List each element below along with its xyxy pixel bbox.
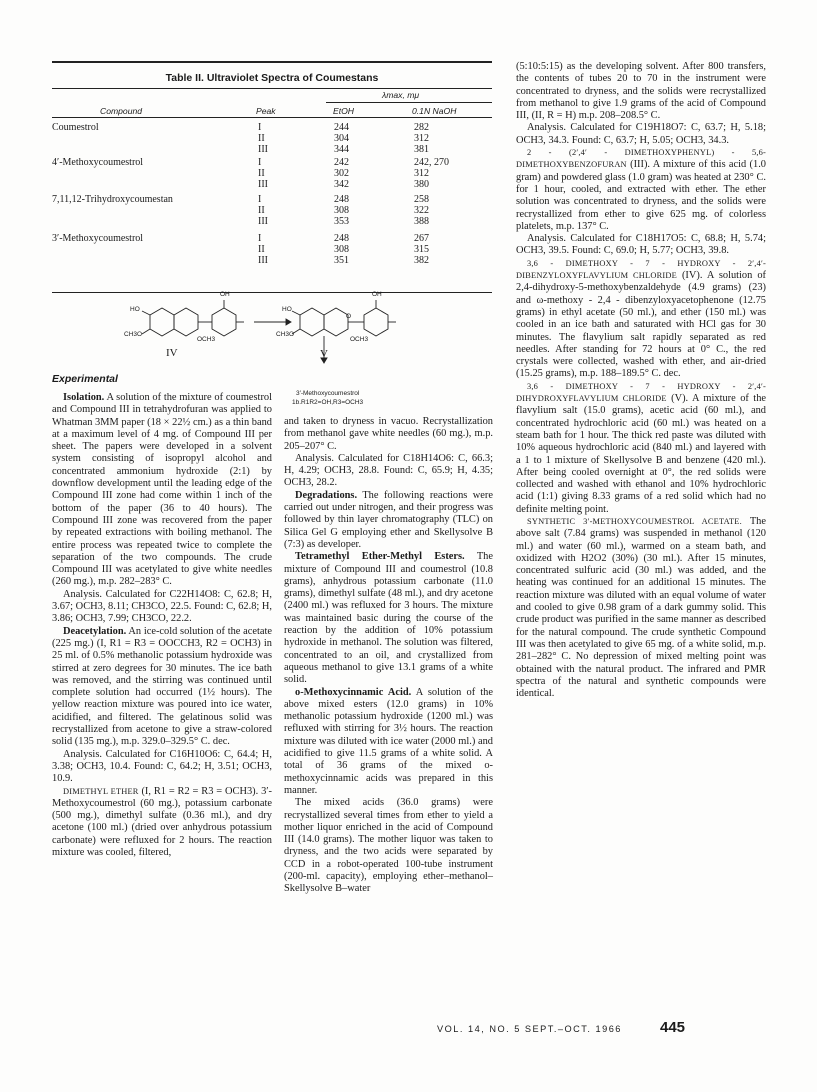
atom-label-oh-iv: OH [220,291,230,298]
paragraph-heading: Deacetylation. [63,625,127,637]
compound-label-v: V [320,348,328,360]
atom-label-ho-iv: HO [130,306,140,313]
table-top-rule [52,61,492,63]
table-compound-name: 7,11,12-Trihydroxycoumestan [52,194,173,205]
table-header-rule [52,117,492,118]
footer-issue: VOL. 14, NO. 5 SEPT.–OCT. 1966 [437,1024,622,1034]
table-naoh-value: 380 [414,179,429,190]
paragraph-heading: 3,6 - DIMETHOXY - 7 - HYDROXY - 2′,4′-DIBENZYLOXYFLAVYLIUM CHLORIDE [516,258,766,281]
structure-v [292,300,396,363]
paragraph-heading: SYNTHETIC 3′-METHOXYCOUMESTROL ACETATE. [527,516,742,526]
table-naoh-value: 388 [414,216,429,227]
text-column-1 [52,392,272,859]
paragraph: and taken to dryness in vacuo. Recrystallization from methanol gave white needles (60 mg.), m.p. 205–207° C. [284,416,493,452]
atom-label-och3-iv: OCH3 [197,336,216,343]
table-peak: I [258,122,262,133]
table-title-rule [52,88,492,89]
atom-label-ho-v: HO [282,306,292,313]
paragraph: Analysis. Calculated for C18H17O5: C, 68.8; H, 5.74; OCH3, 39.5. Found: C, 69.0; H, 5.77; OCH3, 39.8. [516,233,766,257]
col-etoh: EtOH [333,106,355,116]
paragraph: Analysis. Calculated for C19H18O7: C, 63.7; H, 5.18; OCH3, 34.3. Found: C, 63.7; H, 5.05; OCH3, 34.3. [516,122,766,146]
table-etoh-value: 308 [334,205,349,216]
table-naoh-value: 322 [414,205,429,216]
table-naoh-value: 312 [414,168,429,179]
table-etoh-value: 248 [334,194,349,205]
text-column-3 [516,61,766,700]
table-title: Table II. Ultraviolet Spectra of Coumestans [165,72,379,84]
atom-label-och3-v: OCH3 [350,336,369,343]
table-etoh-value: 242 [334,157,349,168]
table-naoh-value: 381 [414,144,429,155]
compound-label-iv: IV [166,347,178,359]
table-naoh-value: 267 [414,233,429,244]
paragraph: Deacetylation. An ice-cold solution of the acetate (225 mg.) (I, R1 = R3 = OOCCH3, R2 = OCH3) in 25 ml. of 0.5% methanolic potassium hydroxide was stirred at zero degrees for 30 minutes. The ice bath was removed, and the stirring was continued until complete solution had occurred (1½ hours). The yellow reaction mixture was poured into ice water, acidified, and filtered. The gelatinous solid was recrystallized from acetone to give a straw-colored solid (135 mg.), m.p. 329.0–329.5° C. dec. [52,625,272,748]
atom-label-o-v: O [346,313,352,320]
atom-label-ch3o-v: CH3O [276,331,295,338]
table-peak: I [258,157,262,168]
table-peak: II [258,205,265,216]
table-peak: II [258,133,265,144]
table-etoh-value: 353 [334,216,349,227]
table-etoh-value: 302 [334,168,349,179]
table-etoh-value: 248 [334,233,349,244]
paragraph-heading: Isolation. [63,392,105,403]
figure-caption-2: 1b.R1R2=OH,R3=OCH3 [292,399,364,406]
paragraph-heading: Degradations. [295,489,358,501]
paragraph: Analysis. Calculated for C22H14O8: C, 62.8; H, 3.67; OCH3, 8.11; CH3CO, 22.5. Found: C, 62.8; H, 3.86; OCH3, 7.99; CH3CO, 22.2. [52,588,272,625]
table-bottom-rule [52,292,492,293]
table-peak: II [258,244,265,255]
paragraph: The mixed acids (36.0 grams) were recrystallized several times from ether to yield a mother liquor enriched in the acid of Compound III (14.0 grams). The mother liquor was taken to dryness, and the two acids were separated by CCD in a robot-operated 100-tube instrument (200-ml. capacity), employing ether–methanol–Skellysolve B–water [284,797,493,895]
table-peak: III [258,255,268,266]
paragraph-heading: Tetramethyl Ether-Methyl Esters. [295,551,465,563]
figure-caption-1: 3′-Methoxycoumestrol [296,390,360,397]
page-number: 445 [660,1019,686,1036]
reaction-arrow [254,319,291,325]
table-naoh-value: 315 [414,244,429,255]
table-compound-name: Coumestrol [52,122,99,133]
section-heading: Experimental [52,373,118,385]
paragraph: o-Methoxycinnamic Acid. A solution of the above mixed esters (12.0 grams) in 10% methanolic potassium hydroxide (1200 ml.) was refluxed with stirring for 3½ hours. The reaction mixture was diluted with ice water (2000 ml.) and acidified to give 11.5 grams of a white solid. A total of 36 grams of the mixed o-methoxycinnamic acids was prepared in this manner. [284,686,493,796]
table-etoh-value: 244 [334,122,349,133]
paragraph: SYNTHETIC 3′-METHOXYCOUMESTROL ACETATE. The above salt (7.84 grams) was suspended in methanol (120 ml.) and water (60 ml.), warmed on a steam bath, and oxidized with H2O2 (30%) (30 ml.). After 15 minutes, concentrated sulfuric acid (30 ml.) was added, and the heating was continued for an additional 15 minutes. The reaction mixture was diluted with an equal volume of water and cooled to give 0.98 gram of a dark gummy solid. This crude product was purified in the same manner as described for the natural compound. The crude synthetic Compound III was then acetylated to give 65 mg. of a white solid, m.p. 281–282° C. No depression of mixed melting point was obtained with the natural product. The infrared and PMR spectra of the natural and synthetic compounds were identical. [516,515,766,700]
table-peak: III [258,179,268,190]
paragraph: 3,6 - DIMETHOXY - 7 - HYDROXY - 2′,4′-DIBENZYLOXYFLAVYLIUM CHLORIDE (IV). A solution of 2,4-dihydroxy-5-methoxybenzaldehyde (4.9 grams) (23) and ω-methoxy - 2,4 - dibenzyloxyacetophenone (12.75 grams) in ethyl acetate (50 ml.), and ether (150 ml.) was cooled in an ice bath and saturated with HCl gas for 30 minutes. The flavylium salt rapidly separated as red needles. After standing for 72 hours at 0° C., the red crystals were collected, washed with ether, and air-dried (15.25 grams), m.p. 188–189.5° C. dec. [516,258,767,380]
paragraph: (5:10:5:15) as the developing solvent. After 800 transfers, the contents of tubes 20 to 70 in the instrument were concentrated to dryness, and the solids were recrystallized from methanol to give 1.9 grams of the acid of Compound III, (II, R = H) m.p. 208–208.5° C. [516,61,766,122]
paragraph: 2 - (2′,4′ - DIMETHOXYPHENYL) - 5,6-DIMETHOXYBENZOFURAN (III). A mixture of this acid (1.0 gram) and powdered glass (1.0 gram) was heated at 230° C. for 1 hour, cooled, and extracted with ether. The ether solution was concentrated to dryness, and the solids were recrystallized from ether to give 625 mg. of colorless platelets, m.p. 137° C. [516,148,766,232]
table-naoh-value: 282 [414,122,429,133]
paragraph-heading: 3,6 - DIMETHOXY - 7 - HYDROXY - 2′,4′-DIHYDROXYFLAVYLIUM CHLORIDE [516,381,766,404]
table-naoh-value: 382 [414,255,429,266]
lambda-header: λmax, mμ [382,90,420,100]
atom-label-oh-v: OH [372,291,382,298]
text-column-2 [284,416,493,896]
paragraph: Analysis. Calculated for C18H14O6: C, 66.3; H, 4.29; OCH3, 28.8. Found: C, 65.9; H, 4.35; OCH3, 28.2. [284,452,493,489]
table-peak: III [258,144,268,155]
paragraph: DIMETHYL ETHER (I, R1 = R2 = R3 = OCH3). 3′-Methoxycoumestrol (60 mg.), potassium carbonate (500 mg.), dimethyl sulfate (0.36 ml.), and dry acetone (100 ml.) (dried over anhydrous potassium carbonate) were refluxed for 2 hours. The reaction mixture was cooled, filtered, [52,785,272,858]
table-peak: I [258,233,262,244]
paragraph: 3,6 - DIMETHOXY - 7 - HYDROXY - 2′,4′-DIHYDROXYFLAVYLIUM CHLORIDE (V). A mixture of the flavylium salt (15.0 grams), acetic acid (60 ml.), and concentrated hydrochloric acid (60 ml.) was heated on a steam bath for 1 hour. The thick red paste was diluted with 10% aqueous hydrochloric acid (840 ml.) and layered with a 1 to 1 mixture of Skellysolve B and benzene (420 ml.). After being cooled overnight at 0°, the red solids were collected and washed with ethanol and 10% hydrochloric acid (1:1) giving 8.33 grams of a red solid which had no definite melting point. [516,381,767,515]
table-peak: II [258,168,265,179]
paragraph: Tetramethyl Ether-Methyl Esters. The mixture of Compound III and coumestrol (10.8 grams), anhydrous potassium carbonate (11.0 grams), dimethyl sulfate (48 ml.), and dry acetone (2400 ml.) was refluxed for 3 hours. The mixture was maintained basic during the course of the reaction by the addition of 10% potassium hydroxide in methanol. The solution was filtered, concentrated to an oil, and crystallized from aqueous methanol to give 13.1 grams of a white solid. [284,551,493,686]
table-peak: I [258,194,262,205]
atom-label-ch3o-iv: CH3O [124,331,143,338]
structure-figure [120,296,480,376]
table-compound-name: 3′-Methoxycoumestrol [52,233,144,244]
paragraph: Analysis. Calculated for C16H10O6: C, 64.4; H, 3.38; OCH3, 10.4. Found: C, 64.2; H, 3.51; OCH3, 10.9. [52,748,272,785]
table-compound-name: 4′-Methoxycoumestrol [52,157,144,168]
table-naoh-value: 242, 270 [414,157,449,168]
table-etoh-value: 308 [334,244,349,255]
col-peak: Peak [256,106,276,116]
paragraph: Degradations. The following reactions were carried out under nitrogen, and their progress was followed by thin layer chromatography (TLC) on Silica Gel G employing ether and Skellysolve B (7:3) as developer. [284,489,493,550]
structure-iv [142,300,244,336]
col-naoh: 0.1N NaOH [412,106,457,116]
col-compound: Compound [100,106,143,116]
lambda-rule [326,102,492,103]
paragraph-heading: 2 - (2′,4′ - DIMETHOXYPHENYL) - 5,6-DIMETHOXYBENZOFURAN [516,148,766,170]
paragraph-heading: DIMETHYL ETHER [63,786,139,796]
paragraph: Isolation. A solution of the mixture of coumestrol and Compound III in tetrahydrofuran was applied to Whatman 3MM paper (18 × 22½ cm.) as a thin band at a maximum level of 4 mg. of Compound III per sheet. The papers were developed in a solvent system consisting of isopropyl alcohol and concentrated ammonium hydroxide (2:1) by downflow development until the leading edge of the Compound III zone had come within 1 inch of the bottom of the paper (36 to 40 hours). The Compound III zone was recovered from the paper by repeated extractions with boiling methanol. The entire process was repeated twice to complete the separation of the two compounds. The crude Compound III was acetylated to give white needles (260 mg.), m.p. 282–283° C. [52,392,272,588]
paragraph-heading: o-Methoxycinnamic Acid. [295,686,412,698]
table-etoh-value: 344 [334,144,349,155]
table-etoh-value: 304 [334,133,349,144]
table-naoh-value: 312 [414,133,429,144]
table-etoh-value: 342 [334,179,349,190]
table-etoh-value: 351 [334,255,349,266]
table-peak: III [258,216,268,227]
table-naoh-value: 258 [414,194,429,205]
